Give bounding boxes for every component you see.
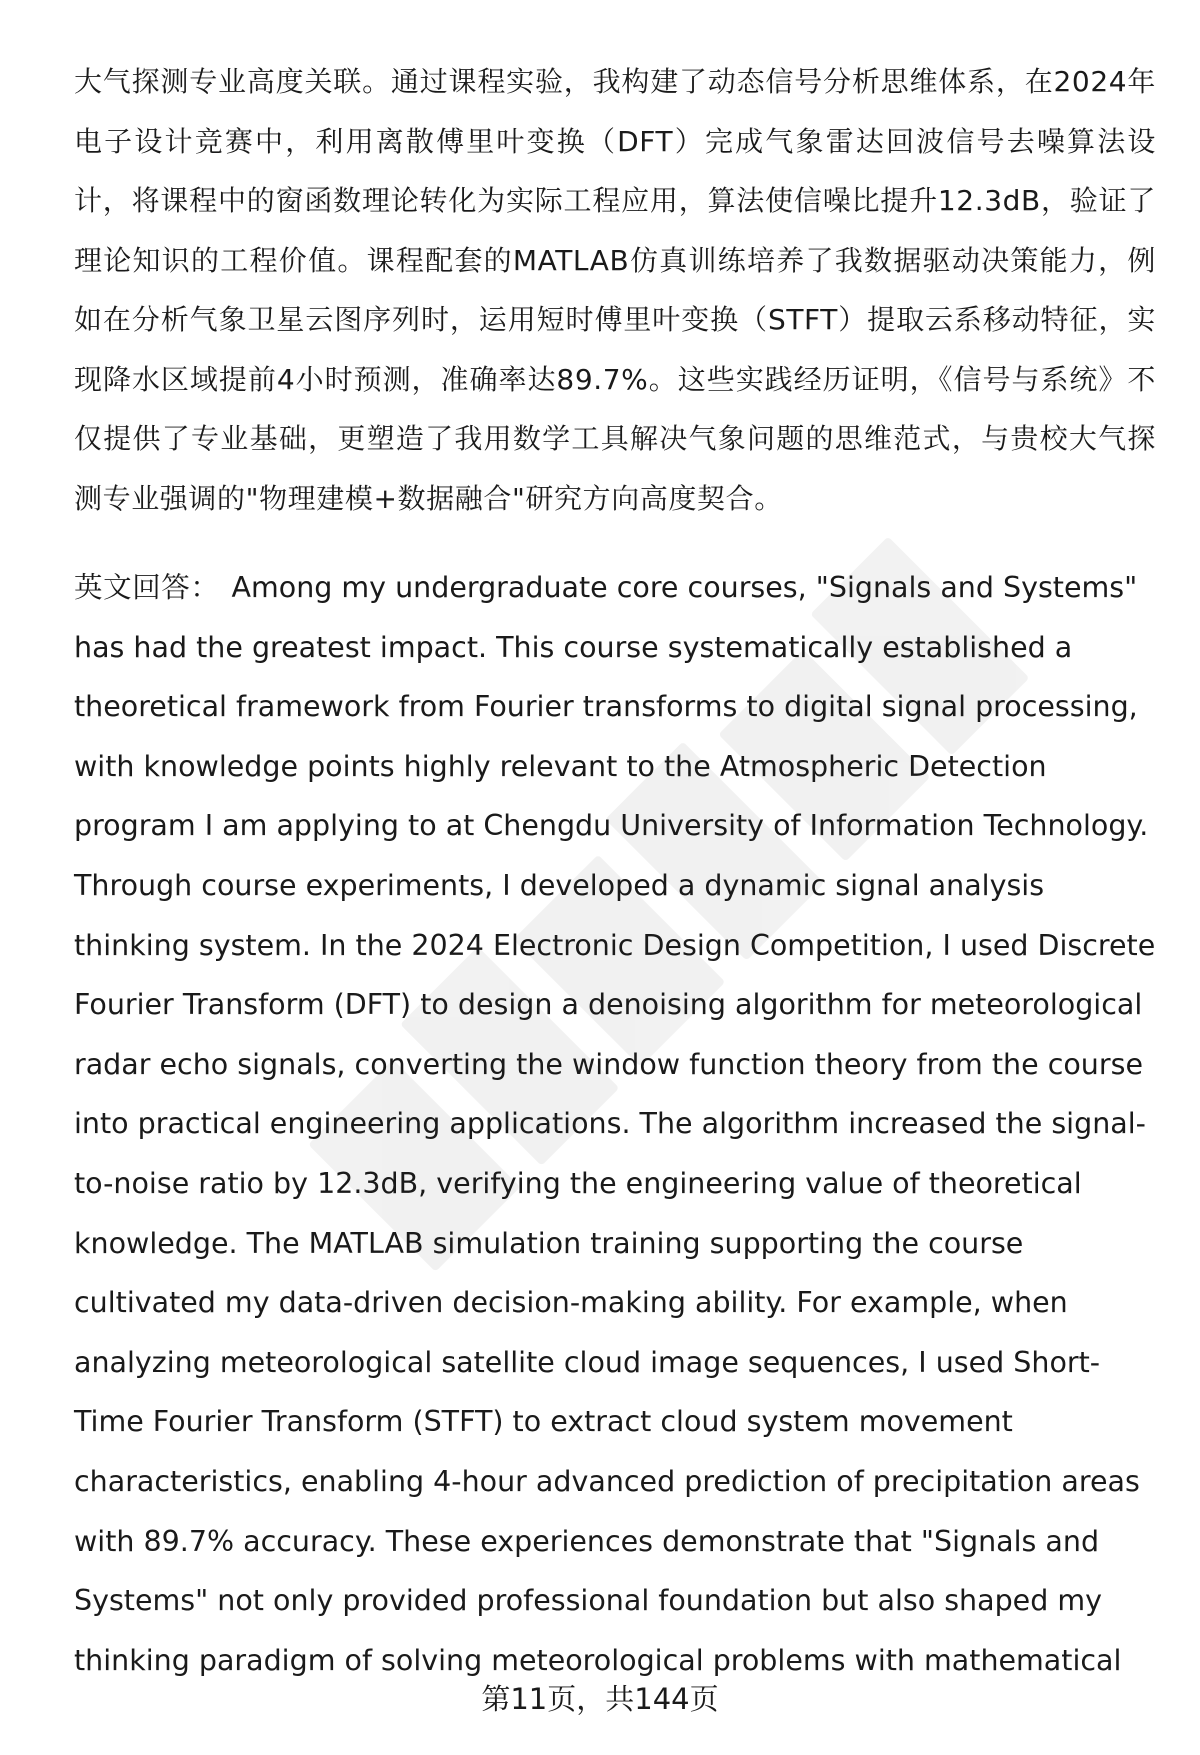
english-paragraph: Among my undergraduate core courses, "Signals and Systems" has had the greatest impact. This course systematically established a theoretical framework from Fourier transforms to digital signal processing, with knowledge points highly relevant to the Atmospheric Detection program I am applying to at Chengdu University of Information Technology. Through course experiments, I developed a dynamic signal analysis thinking system. In the 2024 Electronic Design Competition, I used Discrete Fourier Transform (DFT) to design a denoising algorithm for meteorological radar echo signals, converting the window function theory from the course into practical engineering applications. The algorithm increased the signal-to-noise ratio by 12.3dB, verifying the engineering value of theoretical knowledge. The MATLAB simulation training supporting the course cultivated my data-driven decision-making ability. For example, when analyzing meteorological satellite cloud image sequences, I used Short-Time Fourier Transform (STFT) to extract cloud system movement characteristics, enabling 4-hour advanced prediction of precipitation areas with 89.7% accuracy. These experiences demonstrate that "Signals and Systems" not only provided professional foundation but also shaped my thinking paradigm of solving meteorological problems with mathematical — [74, 571, 1156, 1677]
english-answer-label: 英文回答： — [74, 571, 220, 604]
page-number: 第11页，共144页 — [481, 1682, 719, 1716]
english-answer-block — [74, 558, 1156, 1690]
chinese-paragraph: 大气探测专业高度关联。通过课程实验，我构建了动态信号分析思维体系，在2024年电子设计竞赛中，利用离散傅里叶变换（DFT）完成气象雷达回波信号去噪算法设计，将课程中的窗函数理论转化为实际工程应用，算法使信噪比提升12.3dB，验证了理论知识的工程价值。课程配套的MATLAB仿真训练培养了我数据驱动决策能力，例如在分析气象卫星云图序列时，运用短时傅里叶变换（STFT）提取云系移动特征，实现降水区域提前4小时预测，准确率达89.7%。这些实践经历证明，《信号与系统》不仅提供了专业基础，更塑造了我用数学工具解决气象问题的思维范式，与贵校大气探测专业强调的"物理建模+数据融合"研究方向高度契合。 — [74, 65, 1156, 515]
